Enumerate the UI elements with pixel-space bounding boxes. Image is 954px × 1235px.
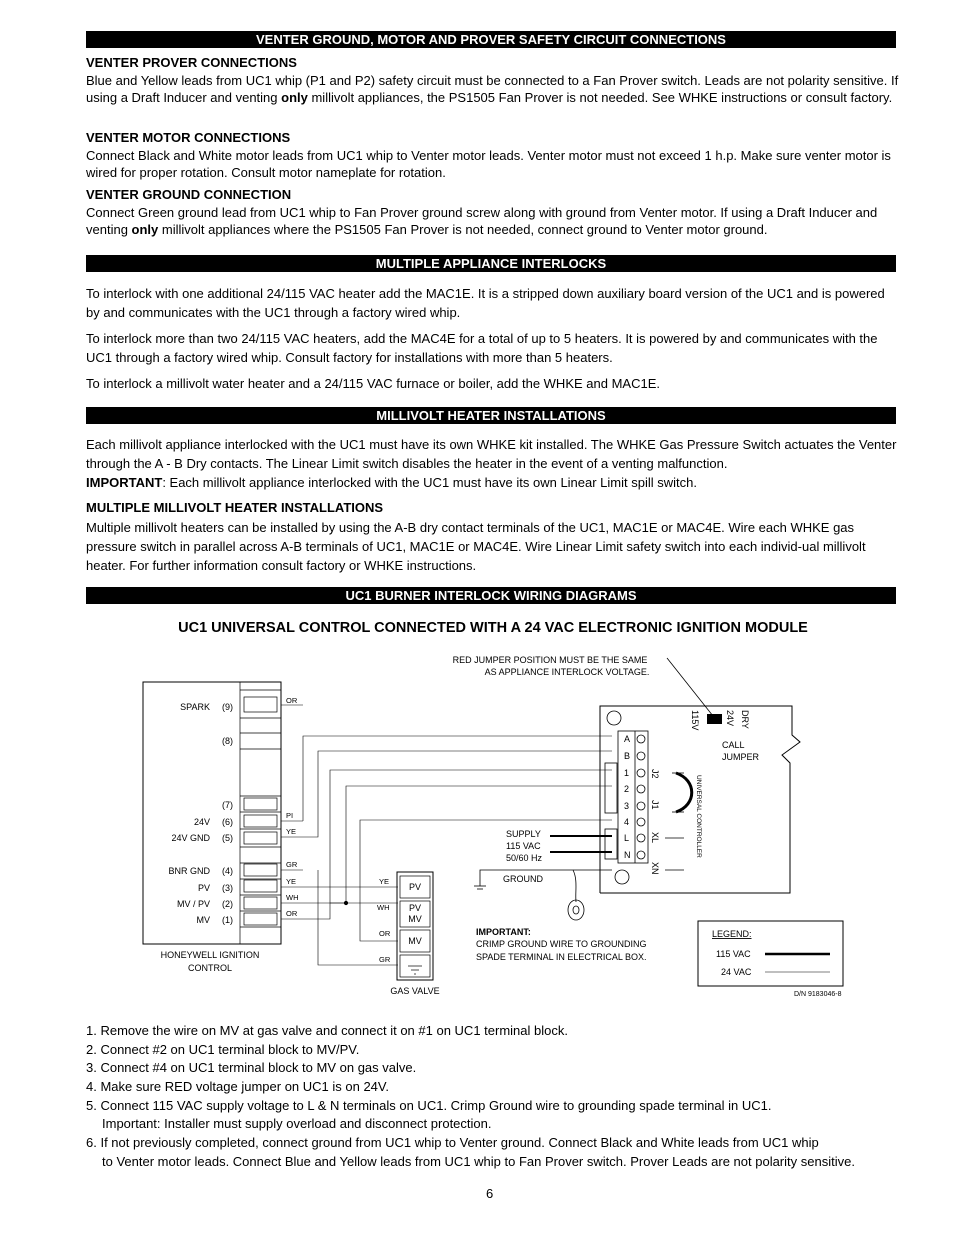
uc1-term-3: 3 xyxy=(624,801,630,811)
gv-wire-gr: GR xyxy=(379,955,391,964)
step-6: 6. If not previously completed, connect ground from UC1 whip to Venter ground. Connect Black and White leads from UC1 whip xyxy=(86,1135,819,1150)
uc1-term-a: A xyxy=(624,734,631,744)
section-header-interlocks: MULTIPLE APPLIANCE INTERLOCKS xyxy=(86,255,896,272)
interlocks-p2: To interlock more than two 24/115 VAC heaters, add the MAC4E for a total of up to 5 heaters. It is powered by and communicates with the UC1 through a factory wired whip. Consult factory for installations with more than 5 heaters. xyxy=(86,331,878,365)
multi-millivolt-text: Multiple millivolt heaters can be installed by using the A-B dry contact terminals of the UC1, MAC1E or MAC4E. Wire each WHKE gas pressure switch in parallel across A-B terminals of UC1, MAC1E or MAC4E. Wire Linear Limit safety switch into each individ-ual millivolt heater. For further information consult factory or WHKE instructions. xyxy=(86,520,866,573)
step-5: 5. Connect 115 VAC supply voltage to L & N terminals on UC1. Crimp Ground wire to grounding spade terminal in UC1. xyxy=(86,1098,772,1113)
jumper-label: JUMPER xyxy=(722,752,760,762)
supply-line-3: 50/60 Hz xyxy=(506,853,543,863)
hw-num-9: (9) xyxy=(222,702,233,712)
section-header-millivolt: MILLIVOLT HEATER INSTALLATIONS xyxy=(86,407,896,424)
uc1-vertical-label: UNIVERSAL CONTROLLER xyxy=(695,775,702,858)
gas-valve-mv-1: MV xyxy=(408,914,422,924)
uc1-term-4: 4 xyxy=(624,817,630,827)
hw-num-6: (6) xyxy=(222,817,233,827)
uc1-term-n: N xyxy=(624,850,631,860)
legend-115vac: 115 VAC xyxy=(716,949,751,959)
uc1-j1: J1 xyxy=(650,800,660,810)
call-label: CALL xyxy=(722,740,745,750)
interlocks-p1: To interlock with one additional 24/115 VAC heater add the MAC1E. It is a stripped down auxiliary board version of the UC1 and is powered by and communicates with the UC1 through a factory wired whip. xyxy=(86,286,885,320)
hw-wire-ye-2: YE xyxy=(286,877,297,886)
section-header-venter: VENTER GROUND, MOTOR AND PROVER SAFETY CIRCUIT CONNECTIONS xyxy=(86,31,896,48)
hw-num-2: (2) xyxy=(222,899,233,909)
hw-wire-gr: GR xyxy=(286,860,298,869)
hw-label-bnr-gnd: BNR GND xyxy=(168,866,210,876)
diagram-title: UC1 UNIVERSAL CONTROL CONNECTED WITH A 24 VAC ELECTRONIC IGNITION MODULE xyxy=(178,620,808,636)
jumper-note-line2: AS APPLIANCE INTERLOCK VOLTAGE. xyxy=(484,667,650,677)
uc1-xn: XN xyxy=(650,862,660,875)
hw-num-8: (8) xyxy=(222,736,233,746)
hw-label-mv-pv: MV / PV xyxy=(176,899,210,909)
hw-num-1: (1) xyxy=(222,915,233,925)
hw-num-5: (5) xyxy=(222,833,233,843)
uc1-xl: XL xyxy=(650,832,660,844)
uc1-dry: DRY xyxy=(740,710,750,729)
hw-label-mv: MV xyxy=(196,915,210,925)
hw-label-24v: 24V xyxy=(193,817,210,827)
uc1-term-1: 1 xyxy=(624,768,630,778)
gv-wire-ye: YE xyxy=(379,877,390,886)
jumper-note-line1: RED JUMPER POSITION MUST BE THE SAME xyxy=(452,655,648,665)
important-title: IMPORTANT: xyxy=(476,927,531,937)
honeywell-terminal-strip xyxy=(240,682,281,944)
uc1-24v: 24V xyxy=(725,710,735,727)
uc1-term-l: L xyxy=(624,833,630,843)
ground-label: GROUND xyxy=(503,874,543,884)
prover-text: Blue and Yellow leads from UC1 whip (P1 and P2) safety circuit must be connected to a Fan Prover switch. Leads are not polarity sensitive. If using a Draft Inducer and venting only millivolt appliances, the PS1505 Fan Prover is not needed. See WHKE instructions or consult factory. xyxy=(86,73,899,105)
uc1-term-2: 2 xyxy=(624,784,630,794)
uc1-term-b: B xyxy=(624,751,631,761)
uc1-115v: 115V xyxy=(690,710,700,731)
interlocks-p3: To interlock a millivolt water heater and a 24/115 VAC furnace or boiler, add the WHKE and MAC1E. xyxy=(86,376,660,391)
hw-wire-pi: PI xyxy=(286,811,294,820)
important-line-2: SPADE TERMINAL IN ELECTRICAL BOX. xyxy=(476,952,647,962)
legend-24vac: 24 VAC xyxy=(721,967,752,977)
hw-wire-ye-1: YE xyxy=(286,827,297,836)
legend-title: LEGEND: xyxy=(712,929,752,939)
multi-millivolt-heading: MULTIPLE MILLIVOLT HEATER INSTALLATIONS xyxy=(86,500,384,515)
honeywell-caption-1: HONEYWELL IGNITION xyxy=(160,950,260,960)
call-jumper-wire xyxy=(676,773,692,812)
millivolt-p1: Each millivolt appliance interlocked with the UC1 must have its own WHKE kit installed. The WHKE Gas Pressure Switch actuates the Venter through the A - B Dry contacts. The Linear Limit switch disables the heater in the event of a venting malfunction. IMPORTANT: Each millivolt appliance interlocked with the UC1 must have its own Linear Limit spill switch. xyxy=(86,437,897,490)
step-1: 1. Remove the wire on MV at gas valve and connect it on #1 on UC1 terminal block. xyxy=(86,1023,568,1038)
hw-label-pv: PV xyxy=(197,883,210,893)
hw-wire-wh: WH xyxy=(286,893,299,902)
gv-wire-wh: WH xyxy=(377,903,390,912)
important-line-1: CRIMP GROUND WIRE TO GROUNDING xyxy=(476,939,647,949)
step-5-note: Important: Installer must supply overload and disconnect protection. xyxy=(102,1116,492,1131)
supply-line-2: 115 VAC xyxy=(506,841,541,851)
step-2: 2. Connect #2 on UC1 terminal block to MV/PV. xyxy=(86,1042,360,1057)
page-number: 6 xyxy=(486,1186,494,1201)
hw-wire-or-bottom: OR xyxy=(286,909,298,918)
step-4: 4. Make sure RED voltage jumper on UC1 is on 24V. xyxy=(86,1079,390,1094)
gas-valve-pv-2: PV xyxy=(408,903,422,913)
hw-wire-or-top: OR xyxy=(286,696,298,705)
step-6-cont: to Venter motor leads. Connect Blue and Yellow leads from UC1 whip to Fan Prover switch. Prover Leads are not polarity sensitive. xyxy=(102,1154,855,1169)
gas-valve-caption: GAS VALVE xyxy=(390,986,440,996)
gas-valve-pv-1: PV xyxy=(408,882,422,892)
gas-valve-mv-2: MV xyxy=(408,936,422,946)
hw-num-4: (4) xyxy=(222,866,233,876)
hw-label-spark: SPARK xyxy=(180,702,210,712)
ground-text: Connect Green ground lead from UC1 whip to Fan Prover ground screw along with ground from Venter motor. If using a Draft Inducer and venting only millivolt appliances where the PS1505 Fan Prover is not needed, connect ground to Venter motor ground. xyxy=(86,205,878,237)
uc1-j2: J2 xyxy=(650,769,660,779)
hw-num-3: (3) xyxy=(222,883,233,893)
hw-label-24v-gnd: 24V GND xyxy=(171,833,210,843)
drawing-number: D/N 9183046-8 xyxy=(794,991,842,998)
gv-wire-or: OR xyxy=(379,929,391,938)
motor-heading: VENTER MOTOR CONNECTIONS xyxy=(86,130,291,145)
honeywell-box xyxy=(143,682,281,944)
step-3: 3. Connect #4 on UC1 terminal block to MV on gas valve. xyxy=(86,1060,417,1075)
ground-heading: VENTER GROUND CONNECTION xyxy=(86,187,292,202)
supply-line-1: SUPPLY xyxy=(506,829,541,839)
prover-heading: VENTER PROVER CONNECTIONS xyxy=(86,55,297,70)
honeywell-caption-2: CONTROL xyxy=(187,963,233,973)
hw-num-7: (7) xyxy=(222,800,233,810)
section-header-wiring: UC1 BURNER INTERLOCK WIRING DIAGRAMS xyxy=(86,587,896,604)
motor-text: Connect Black and White motor leads from UC1 whip to Venter motor leads. Venter motor must not exceed 1 h.p. Make sure venter motor is wired for proper rotation. Consult motor nameplate for rotation. xyxy=(86,148,891,180)
